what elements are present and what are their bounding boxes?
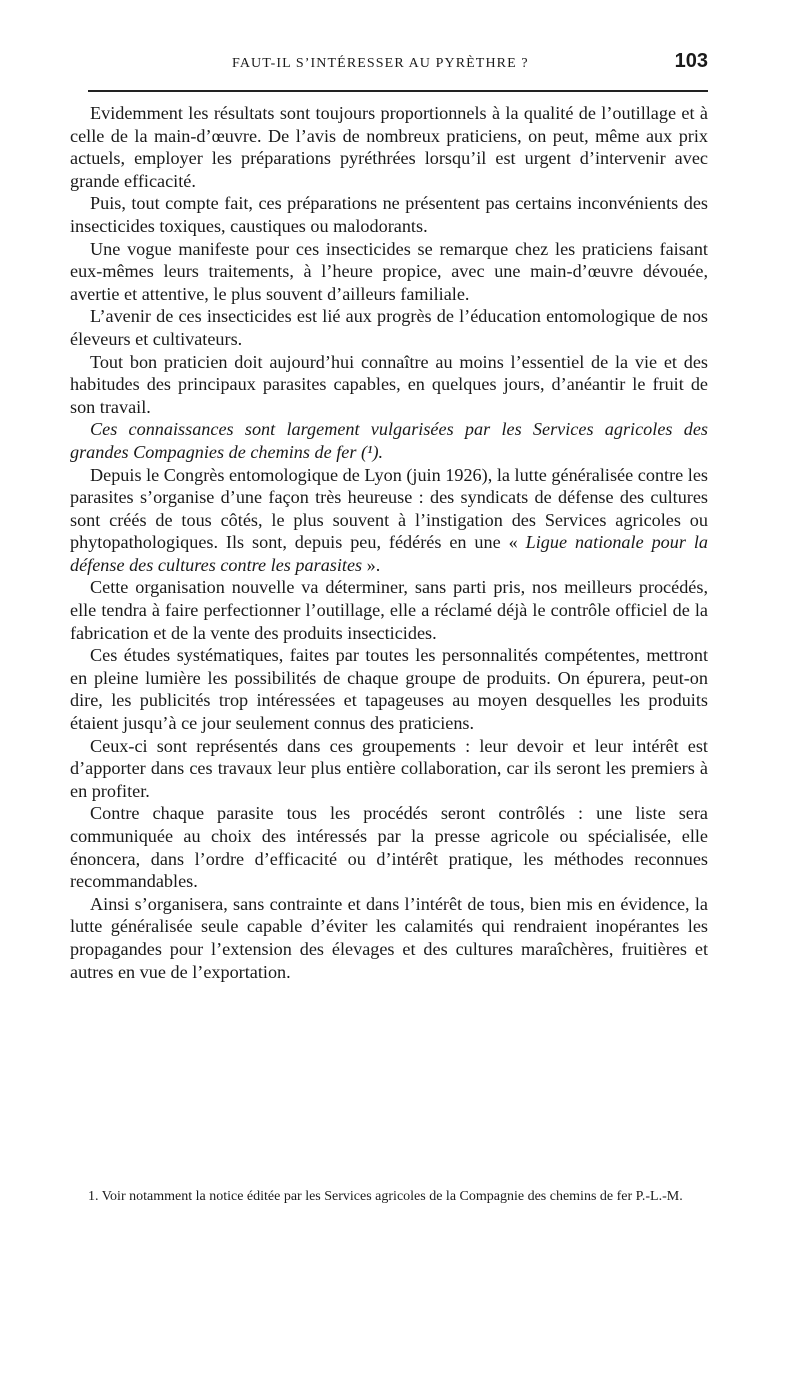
paragraph-5: Tout bon praticien doit aujourd’hui connaître au moins l’essentiel de la vie et des habitudes des principaux parasites capables, en quelques jours, d’anéantir le fruit de son travail. [70,351,708,417]
paragraph-4: L’avenir de ces insecticides est lié aux progrès de l’éducation entomologique de nos éleveurs et cultivateurs. [70,306,708,349]
paragraph-12: Ainsi s’organisera, sans contrainte et dans l’intérêt de tous, bien mis en évidence, la lutte généralisée seule capable d’éviter les calamités qui rendraient inopérantes les propagandes pour l’extension des élevages et des cultures maraîchères, fruitières et autres en vue de l’exportation. [70,893,708,982]
league-name: Ligue nationale pour la défense des cultures contre les parasites [70,532,708,575]
paragraph-10: Ceux-ci sont représentés dans ces groupements : leur devoir et leur intérêt est d’apporter dans ces travaux leur plus entière collaboration, car ils seront les premiers à en profiter. [70,735,708,801]
paragraph-7-start: Depuis le Congrès entomologique de Lyon (juin 1926), la lutte généralisée contre les parasites s’organise d’une façon très heureuse : des syndicats de défense des cultures sont créés de tous côtés, le plus souvent à l’instigation des Services agricoles ou phytopathologiques. Ils sont, depuis peu, fédérés en une « [70,464,708,553]
body-text [70,102,708,983]
paragraph-7 [70,464,708,577]
paragraph-3: Une vogue manifeste pour ces insecticides se remarque chez les praticiens faisant eux-mêmes leurs traitements, à l’heure propice, avec une main-d’œuvre dévouée, avertie et attentive, le plus souvent d’ailleurs familiale. [70,238,708,304]
header-rule [88,90,708,92]
paragraph-8: Cette organisation nouvelle va déterminer, sans parti pris, nos meilleurs procédés, elle tendra à faire perfectionner l’outillage, elle a réclamé déjà le contrôle officiel de la fabrication et de la vente des produits insecticides. [70,577,708,643]
paragraph-6: Ces connaissances sont largement vulgarisées par les Services agricoles des grandes Compagnies de chemins de fer (¹). [70,419,708,462]
running-title: FAUT-IL S’INTÉRESSER AU PYRÈTHRE ? [232,56,529,71]
paragraph-2: Puis, tout compte fait, ces préparations ne présentent pas certains inconvénients des insecticides toxiques, caustiques ou malodorants. [70,193,708,236]
paragraph-1: Evidemment les résultats sont toujours proportionnels à la qualité de l’outillage et à celle de la main-d’œuvre. De l’avis de nombreux praticiens, on peut, même aux prix actuels, employer les préparations pyréthrées lorsqu’il est urgent d’intervenir avec grande efficacité. [70,103,708,191]
paragraph-7-end: ». [362,554,381,575]
paragraph-11: Contre chaque parasite tous les procédés seront contrôlés : une liste sera communiquée au choix des intéressés par la presse agricole ou spécialisée, elle énoncera, dans l’ordre d’efficacité ou d’intérêt pratique, les méthodes reconnues recommandables. [70,803,708,892]
page-header [72,50,708,80]
page-number: 103 [674,50,708,72]
footnote: 1. Voir notamment la notice éditée par les Services agricoles de la Compagnie des chemins de fer P.-L.-M. [88,1189,683,1204]
paragraph-9: Ces études systématiques, faites par toutes les personnalités compétentes, mettront en pleine lumière les possibilités de chaque groupe de produits. On épurera, peut-on dire, les publicités trop intéressées et tapageuses au moyen desquelles les produits étaient jusqu’à ce jour seulement connus des praticiens. [70,645,708,734]
